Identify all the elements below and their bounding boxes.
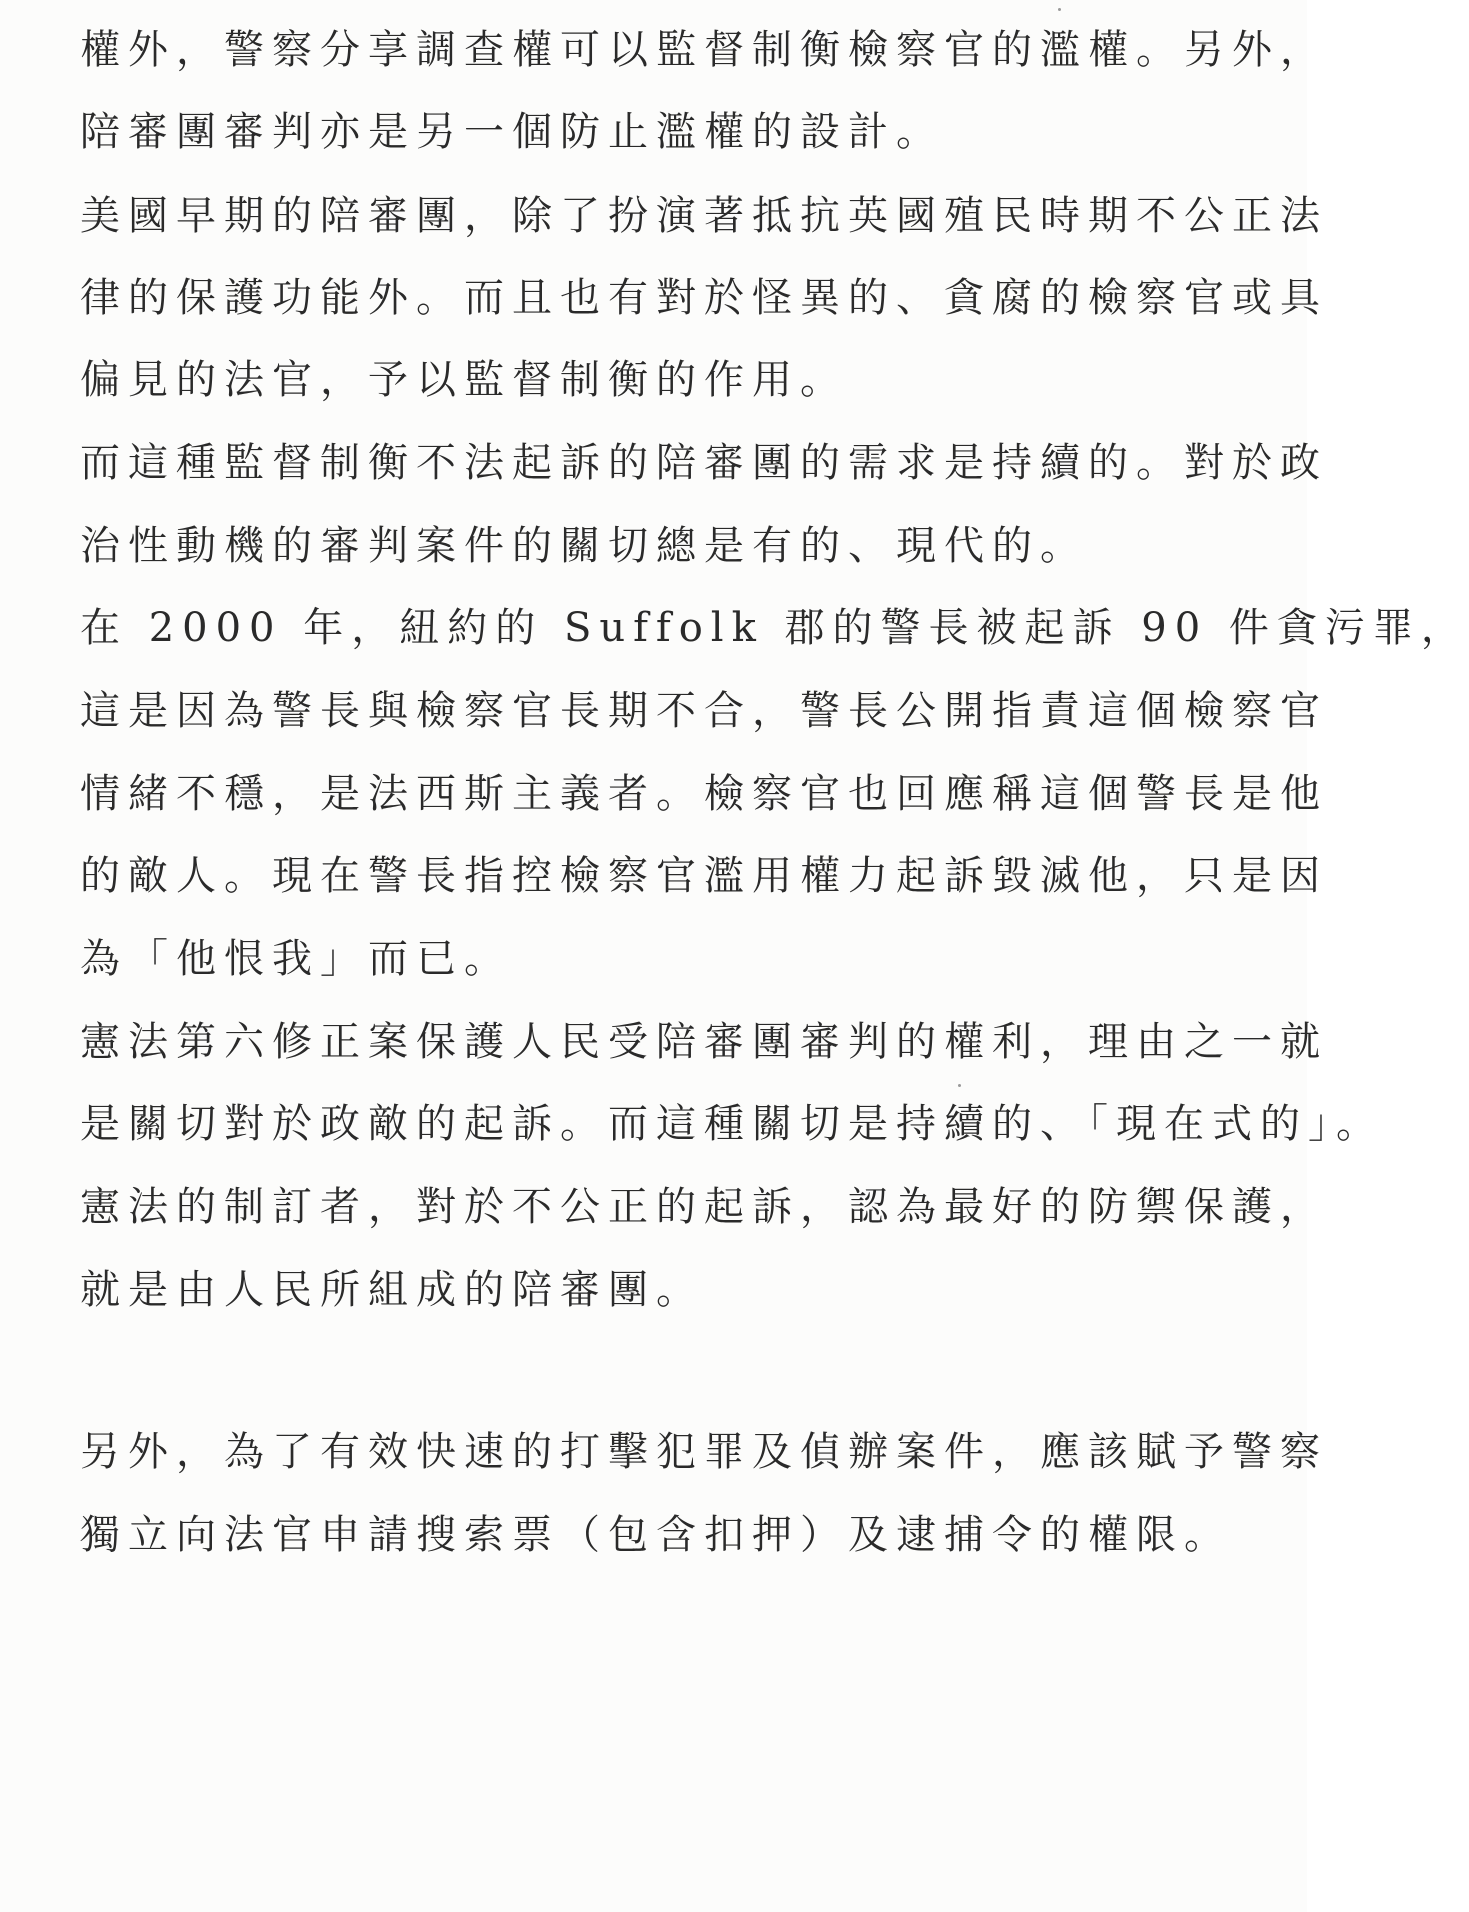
text-line: 情緒不穩，是法西斯主義者。檢察官也回應稱這個警長是他 [80,771,1328,817]
text-line: 另外，為了有效快速的打擊犯罪及偵辦案件，應該賦予警察 [80,1429,1328,1475]
text-line: 在 2000 年，紐約的 Suffolk 郡的警長被起訴 90 件貪污罪， [80,605,1469,651]
text-line: 而這種監督制衡不法起訴的陪審團的需求是持續的。對於政 [80,440,1328,486]
text-line: 陪審團審判亦是另一個防止濫權的設計。 [80,109,944,155]
scan-speck [1058,8,1061,11]
scan-speck [958,1084,961,1087]
text-line: 偏見的法官，予以監督制衡的作用。 [80,357,848,403]
text-line: 獨立向法官申請搜索票（包含扣押）及逮捕令的權限。 [80,1512,1232,1558]
text-line: 是關切對於政敵的起訴。而這種關切是持續的、「現在式的」。 [80,1101,1384,1147]
text-line: 就是由人民所組成的陪審團。 [80,1267,704,1313]
text-line: 憲法的制訂者，對於不公正的起訴，認為最好的防禦保護， [80,1184,1328,1230]
text-line: 律的保護功能外。而且也有對於怪異的、貪腐的檢察官或具 [80,275,1328,321]
text-line: 美國早期的陪審團，除了扮演著抵抗英國殖民時期不公正法 [80,193,1328,239]
text-line: 的敵人。現在警長指控檢察官濫用權力起訴毀滅他，只是因 [80,853,1328,899]
text-line: 這是因為警長與檢察官長期不合，警長公開指責這個檢察官 [80,688,1328,734]
text-line: 為「他恨我」而已。 [80,936,512,982]
text-line: 權外，警察分享調查權可以監督制衡檢察官的濫權。另外， [80,27,1328,73]
text-line: 治性動機的審判案件的關切總是有的、現代的。 [80,523,1088,569]
text-line: 憲法第六修正案保護人民受陪審團審判的權利，理由之一就 [80,1019,1328,1065]
